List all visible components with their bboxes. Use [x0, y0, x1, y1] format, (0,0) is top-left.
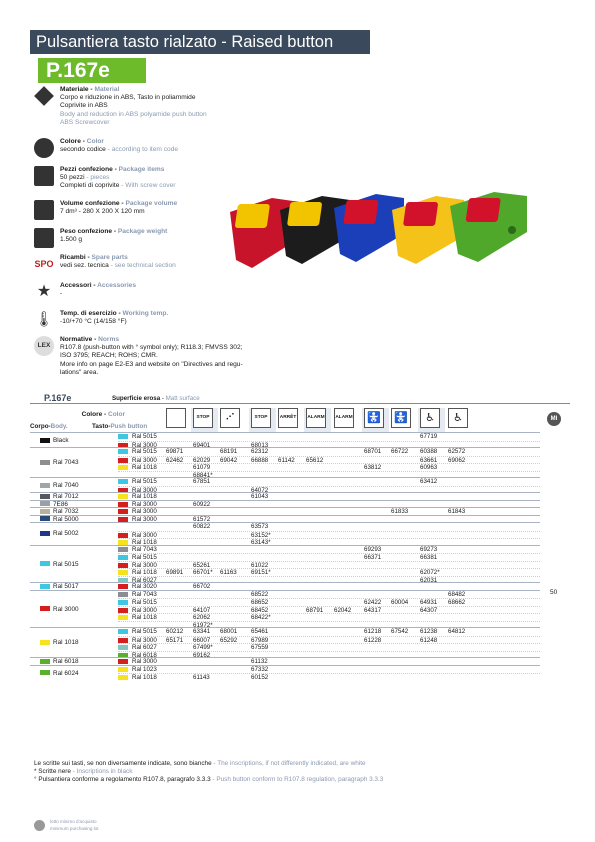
volume-icon — [34, 200, 54, 220]
item-code: 61142 — [278, 456, 295, 464]
button-color: Ral 5015 — [132, 433, 157, 440]
item-code: 63341 — [193, 628, 211, 635]
item-code: 65612 — [306, 456, 324, 464]
item-code: 63573 — [251, 523, 269, 530]
spec-line: 7 dm³ - 280 X 200 X 120 mm — [60, 208, 145, 216]
dots-icon: ⋰ — [220, 408, 240, 428]
button-color: Ral 3000 — [132, 531, 157, 539]
table-row — [118, 598, 540, 606]
item-code: 68522 — [251, 590, 269, 598]
spec-line: More info on page E2-E3 and website on "Directives and regu- — [60, 360, 243, 368]
temperature-icon: 🌡 — [34, 311, 54, 328]
package-icon — [34, 166, 54, 186]
item-code: 60922 — [193, 500, 211, 508]
item-code: 68652 — [251, 599, 269, 606]
spec-text — [60, 138, 324, 154]
item-code: 69151* — [251, 569, 271, 576]
item-code: 67559 — [251, 644, 269, 651]
button-swatch — [118, 570, 128, 575]
item-code: 66371 — [364, 554, 382, 561]
button-swatch — [118, 608, 128, 613]
body-label: Ral 6018 — [53, 658, 79, 665]
spec-line: vedi sez. tecnica - see technical section — [60, 262, 176, 270]
item-code: 64107 — [193, 606, 211, 614]
surface-label: Superficie erosa - Matt surface — [112, 395, 200, 402]
pram-icon: 🚼 — [364, 408, 384, 428]
body-label: Ral 6024 — [53, 669, 79, 677]
button-swatch — [118, 600, 128, 605]
body-swatch — [40, 516, 50, 521]
item-code: 62422 — [364, 599, 382, 606]
body-label: Ral 5002 — [53, 530, 79, 537]
button-color: Ral 6027 — [132, 644, 157, 651]
stop-icon: STOP — [193, 408, 213, 428]
body-swatch — [40, 584, 50, 589]
body-group — [30, 590, 540, 628]
table-row — [118, 673, 540, 681]
spec-line-en: Body and reduction in ABS polyamide push button — [60, 110, 207, 118]
item-code: 64931 — [420, 599, 438, 606]
spec-text — [60, 310, 324, 326]
item-code: 69162 — [193, 651, 211, 659]
button-color: Ral 5015 — [132, 554, 157, 561]
button-color: Ral 3000 — [132, 515, 157, 523]
item-code: 68001 — [220, 628, 238, 635]
footnote: ° Pulsantiera conforme a regolamento R107.8, paragrafo 3.3.3 - Push button conform to R107.8 regulation, paragraph 3.3.3 — [34, 776, 384, 784]
button-color: Ral 3000 — [132, 561, 157, 569]
button-color: Ral 3000 — [132, 456, 157, 464]
spec-label: Colore - Color — [60, 138, 104, 145]
item-code: 69042 — [220, 456, 238, 464]
table-row — [118, 523, 540, 531]
button-swatch — [118, 509, 128, 514]
item-code: 69871 — [166, 448, 184, 455]
button-color: Ral 1018 — [132, 493, 157, 500]
button-swatch — [118, 659, 128, 664]
body-color — [30, 478, 118, 493]
item-code: 62029 — [193, 456, 211, 464]
button-swatch — [118, 547, 128, 552]
item-code: 68701 — [364, 448, 382, 455]
item-code: 61022 — [251, 561, 269, 569]
body-group — [30, 515, 540, 523]
item-code: 66701* — [193, 569, 213, 576]
item-code: 67851 — [193, 478, 211, 485]
button-color: Ral 1018 — [132, 539, 157, 546]
product-photo — [222, 190, 547, 275]
item-code: 68662 — [448, 599, 466, 606]
body-label: Ral 7040 — [53, 482, 79, 489]
item-code: 64307 — [420, 606, 438, 614]
body-swatch — [40, 483, 50, 488]
item-code: 61043 — [251, 493, 269, 500]
spec-text — [60, 166, 324, 191]
table-row — [118, 463, 540, 471]
material-icon — [34, 86, 54, 106]
item-code: 60212 — [166, 628, 184, 635]
body-label: Ral 1018 — [53, 639, 79, 646]
stop-dots-icon: STOP — [251, 408, 271, 428]
footnote: Le scritte sui tasti, se non diversamente indicate, sono bianche - The inscriptions, if not differently indicated, are white — [34, 760, 366, 767]
table-row — [118, 553, 540, 561]
button-color: Ral 1018 — [132, 569, 157, 576]
body-label: Ral 5015 — [53, 560, 79, 568]
spec-line: Coprivite in ABS — [60, 102, 108, 110]
button-color: Ral 5015 — [132, 478, 157, 485]
item-code: 69273 — [420, 545, 438, 553]
minimum-lot-icon: MI — [547, 412, 561, 426]
table-row — [118, 643, 540, 651]
button-swatch — [118, 555, 128, 560]
table-row — [118, 568, 540, 576]
item-code: 67499* — [193, 644, 213, 651]
item-code: 68191 — [220, 448, 238, 455]
item-code: 65261 — [193, 561, 211, 569]
arret-icon: ARRÊT — [278, 408, 298, 428]
spec-line: Completi di coprivite - With screw cover — [60, 182, 176, 190]
button-swatch — [118, 434, 128, 439]
item-code: 61132 — [251, 658, 268, 665]
table-row — [118, 561, 540, 569]
spec-line: - — [60, 290, 63, 298]
table-row — [118, 448, 540, 456]
spec-label: Peso confezione - Package weight — [60, 228, 168, 235]
item-code: 66722 — [391, 448, 409, 455]
button-swatch — [118, 592, 128, 597]
body-label: 7E86 — [53, 500, 68, 508]
body-group — [30, 627, 540, 657]
spare-parts-icon: SPO — [34, 259, 54, 269]
button-color: Ral 6027 — [132, 576, 157, 584]
item-code: 66381 — [420, 554, 438, 561]
colore-header: Colore - Color — [81, 411, 125, 418]
button-color: Ral 3000 — [132, 441, 157, 449]
body-swatch — [40, 659, 50, 664]
body-color — [30, 628, 118, 658]
spec-label: Pezzi confezione - Package items — [60, 166, 165, 173]
item-code: 60822 — [193, 523, 211, 530]
corpo-header: Corpo-Body. — [30, 423, 68, 430]
item-code: 67719 — [420, 433, 438, 440]
spec-label: Normative - Norms — [60, 336, 119, 343]
table-row — [118, 546, 540, 554]
weight-icon — [34, 228, 54, 248]
wheelchair-icon: ♿ — [420, 408, 440, 428]
item-code: 64072 — [251, 486, 269, 494]
button-green — [450, 192, 527, 262]
button-color: Ral 5015 — [132, 599, 157, 606]
body-group — [30, 545, 540, 583]
item-code: 63661 — [420, 456, 438, 464]
item-code: 69401 — [193, 441, 211, 449]
button-swatch — [118, 479, 128, 484]
body-group — [30, 432, 540, 447]
table-row — [118, 456, 540, 464]
spec-text — [60, 282, 324, 298]
button-swatch — [118, 667, 128, 672]
body-label: Ral 7043 — [53, 459, 79, 466]
button-swatch — [118, 458, 128, 463]
button-color: Ral 1023 — [132, 665, 157, 673]
body-color — [30, 433, 118, 448]
item-code: 61228 — [364, 636, 382, 644]
body-color — [30, 546, 118, 584]
body-swatch — [40, 640, 50, 645]
spec-line: lations" area. — [60, 368, 99, 376]
item-code: 65171 — [166, 636, 184, 644]
body-swatch — [40, 460, 50, 465]
item-code: 61238 — [420, 628, 438, 635]
spec-label: Materiale - Material — [60, 86, 120, 93]
item-code: 60004 — [391, 599, 409, 606]
item-code: 69293 — [364, 545, 382, 553]
item-code: 67542 — [391, 628, 409, 635]
item-code: 63412 — [420, 478, 438, 485]
item-code: 61143 — [193, 674, 210, 681]
blank-icon — [166, 408, 186, 428]
button-color: Ral 3000 — [132, 606, 157, 614]
footnote: * Scritte nere - Inscriptions in black — [34, 768, 133, 776]
item-code: 69062 — [448, 456, 466, 464]
table-row — [118, 606, 540, 614]
body-label: Ral 5000 — [53, 515, 79, 523]
item-code: 68452 — [251, 606, 269, 614]
spec-line: 1.500 g — [60, 236, 82, 244]
button-swatch — [118, 563, 128, 568]
item-code: 62072* — [420, 569, 440, 576]
body-label: Ral 3000 — [53, 605, 79, 613]
item-code: 63812 — [364, 464, 382, 471]
table-row — [118, 613, 540, 621]
body-color — [30, 666, 118, 681]
body-swatch — [40, 438, 50, 443]
button-swatch — [118, 502, 128, 507]
spec-text — [60, 336, 324, 377]
table-row — [118, 531, 540, 539]
button-color: Ral 3000 — [132, 658, 157, 665]
body-group — [30, 657, 540, 665]
table-row — [118, 636, 540, 644]
title-bar: Pulsantiera tasto rialzato - Raised button — [30, 30, 370, 54]
item-code: 62031 — [420, 576, 438, 584]
norms-icon: LEX — [34, 336, 54, 356]
button-swatch — [118, 465, 128, 470]
spec-line-en: ABS Screwcover — [60, 118, 110, 126]
button-color: Ral 3000 — [132, 636, 157, 644]
pram-dots-icon: 🚼 — [391, 408, 411, 428]
body-swatch — [40, 501, 50, 506]
spec-line: ISO 3795; REACH; ROHS; CMR. — [60, 352, 158, 360]
button-color: Ral 3000 — [132, 500, 157, 508]
table-row — [118, 478, 540, 486]
button-swatch — [118, 494, 128, 499]
spec-label: Volume confezione - Package volume — [60, 200, 178, 207]
body-group — [30, 492, 540, 500]
button-swatch — [118, 449, 128, 454]
item-code: 61163 — [220, 569, 237, 576]
section-code: P.167e — [44, 393, 72, 403]
item-code: 62462 — [166, 456, 184, 464]
table-row — [118, 433, 540, 441]
item-code: 61248 — [420, 636, 438, 644]
item-code: 68422* — [251, 614, 271, 621]
footnotes — [34, 760, 554, 785]
button-swatch — [118, 675, 128, 680]
body-color — [30, 591, 118, 629]
body-group — [30, 507, 540, 515]
table-row — [118, 591, 540, 599]
item-code: 61079 — [193, 464, 211, 471]
button-swatch — [118, 533, 128, 538]
item-code: 65292 — [220, 636, 238, 644]
item-code: 68013 — [251, 441, 269, 449]
item-code: 66702 — [193, 583, 211, 590]
spec-line: R107.8 (push-button with ° symbol only); R118.3; FMVSS 302; — [60, 344, 243, 352]
body-swatch — [40, 561, 50, 566]
button-swatch — [118, 645, 128, 650]
item-code: 61833 — [391, 508, 409, 515]
body-swatch — [40, 531, 50, 536]
item-code: 64812 — [448, 628, 466, 635]
button-color: Ral 5015 — [132, 628, 157, 635]
button-color: Ral 6018 — [132, 651, 157, 659]
body-color — [30, 523, 118, 546]
alarm-dots-icon: ALARM — [334, 408, 354, 428]
item-code: 61843 — [448, 508, 466, 515]
body-label: Black — [53, 437, 69, 444]
button-swatch — [118, 638, 128, 643]
body-group — [30, 665, 540, 680]
button-color: Ral 5015 — [132, 448, 157, 455]
button-color: Ral 1018 — [132, 674, 157, 681]
section-header — [30, 393, 570, 404]
minimum-lot-note: lotto minimo d'acquisto minimum purchasing lot — [34, 818, 234, 834]
spec-label: Ricambi - Spare parts — [60, 254, 128, 261]
item-code: 61972* — [193, 621, 213, 629]
body-color — [30, 448, 118, 478]
item-code: 66007 — [193, 636, 211, 644]
button-color: Ral 1018 — [132, 614, 157, 621]
body-swatch — [40, 670, 50, 675]
item-code: 63143* — [251, 539, 271, 546]
button-swatch — [118, 615, 128, 620]
button-swatch — [118, 517, 128, 522]
body-label: Ral 7012 — [53, 493, 79, 500]
item-code: 67989 — [251, 636, 269, 644]
table-row — [118, 628, 540, 636]
item-code: 64317 — [364, 606, 382, 614]
button-swatch — [118, 629, 128, 634]
minimum-lot-note-icon — [34, 820, 45, 831]
spec-line: 50 pezzi - pieces — [60, 174, 110, 182]
body-group — [30, 522, 540, 545]
body-swatch — [40, 494, 50, 499]
item-code: 62062 — [193, 614, 211, 621]
item-code: 62312 — [251, 448, 269, 455]
item-code: 61218 — [364, 628, 382, 635]
button-color: Ral 1018 — [132, 464, 157, 471]
tasto-header: Tasto-Push button — [92, 423, 148, 430]
item-code: 68791 — [306, 606, 324, 614]
body-group — [30, 477, 540, 492]
minimum-lot-number: 50 — [550, 589, 558, 596]
item-code: 68482 — [448, 590, 466, 598]
item-code: 62042 — [334, 606, 352, 614]
body-group — [30, 447, 540, 477]
wheelchair-dots-icon: ♿ — [448, 408, 468, 428]
spec-line: secondo codice - according to item code — [60, 146, 179, 154]
button-color: Ral 3000 — [132, 486, 157, 494]
item-code: 63152* — [251, 531, 271, 539]
item-code: 60963 — [420, 464, 438, 471]
item-code: 60152 — [251, 674, 269, 681]
alarm-icon: ALARM — [306, 408, 326, 428]
spec-line: -10/+70 °C (14/158 °F) — [60, 318, 127, 326]
accessories-icon: ★ — [36, 283, 52, 300]
body-label: Ral 5017 — [53, 583, 79, 590]
item-code: 65461 — [251, 628, 269, 635]
button-swatch — [118, 584, 128, 589]
spec-label: Accessori - Accessories — [60, 282, 136, 289]
spec-text — [60, 86, 324, 127]
button-color: Ral 3000 — [132, 508, 157, 515]
button-color: Ral 7043 — [132, 590, 157, 598]
body-group — [30, 582, 540, 590]
item-code: 61572 — [193, 515, 211, 523]
item-code: 68841* — [193, 471, 213, 479]
item-code: 66888 — [251, 456, 269, 464]
body-swatch — [40, 509, 50, 514]
button-color: Ral 3020 — [132, 583, 157, 590]
spec-label: Temp. di esercizio - Working temp. — [60, 310, 169, 317]
item-code: 67332 — [251, 665, 269, 673]
product-code: P.167e — [38, 58, 146, 83]
body-group — [30, 500, 540, 508]
item-code: 60388 — [420, 448, 438, 455]
spec-line: Corpo e riduzione in ABS, Tasto in poliammide — [60, 94, 196, 102]
table-row — [118, 666, 540, 674]
body-label: Ral 7032 — [53, 508, 79, 515]
item-code: 62572 — [448, 448, 466, 455]
button-color: Ral 7043 — [132, 545, 157, 553]
color-icon — [34, 138, 54, 158]
body-swatch — [40, 606, 50, 611]
item-code: 69891 — [166, 569, 184, 576]
